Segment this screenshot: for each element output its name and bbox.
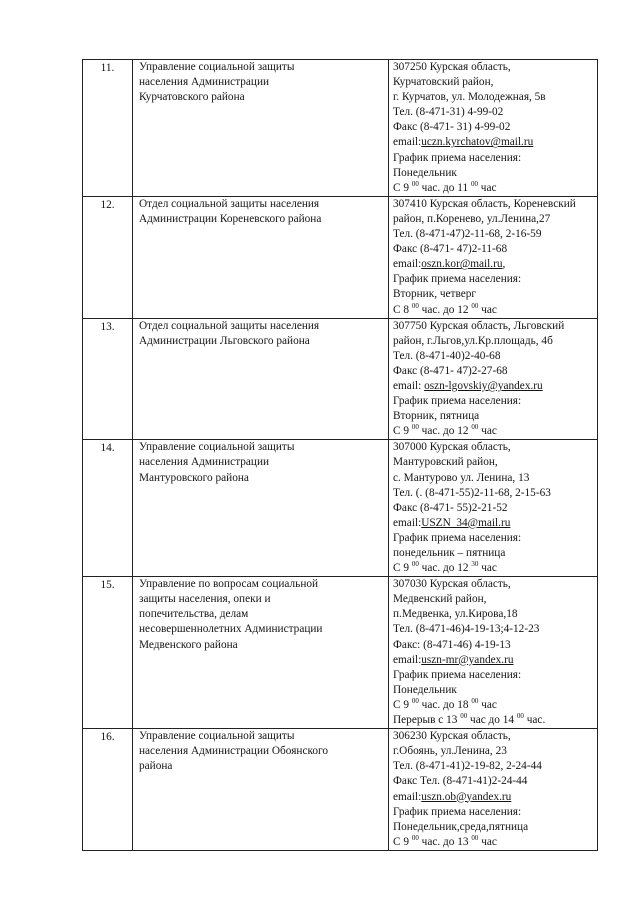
office-name-line: района xyxy=(139,760,173,773)
time-minutes: 00 xyxy=(411,560,419,569)
schedule-time xyxy=(393,698,597,713)
office-name-line: Мантуровского района xyxy=(139,471,249,484)
phone-line: Тел. (8-471-40)2-40-68 xyxy=(393,349,501,362)
office-name-line: населения Администрации xyxy=(139,456,270,469)
address-line: Мантуровский район, xyxy=(393,456,498,469)
time-text: час. до 11 xyxy=(418,181,471,194)
time-text: час. до 12 xyxy=(418,303,472,316)
office-name-cell xyxy=(133,729,389,851)
office-name-line: Управление по вопросам социальной xyxy=(139,578,319,591)
table-row xyxy=(83,729,598,851)
schedule-days: Вторник, четверг xyxy=(393,288,477,301)
schedule-days: Понедельник,среда,пятница xyxy=(393,820,529,833)
email-line xyxy=(393,379,597,394)
time-minutes: 00 xyxy=(460,712,468,721)
email-prefix: email: xyxy=(393,136,422,149)
time-text: час xyxy=(478,425,497,438)
time-minutes: 00 xyxy=(411,833,419,842)
email-line xyxy=(393,653,597,668)
schedule-days: Понедельник xyxy=(393,683,457,696)
time-minutes: 00 xyxy=(470,179,478,188)
office-name-line: защиты населения, опеки и xyxy=(139,593,271,606)
email-prefix: email: xyxy=(393,379,425,392)
email-line xyxy=(393,516,597,531)
schedule-title: График приема населения: xyxy=(393,151,522,164)
office-name-cell xyxy=(133,440,389,577)
phone-line: Тел. (. (8-471-55)2-11-68, 2-15-63 xyxy=(393,486,551,499)
row-number-cell xyxy=(83,318,133,440)
phone-line: Тел. (8-471-47)2-11-68, 2-16-59 xyxy=(393,228,542,241)
contact-info-cell xyxy=(389,318,598,440)
time-text: С 9 xyxy=(393,835,412,848)
address-line: район, г.Льгов,ул.Кр.площадь, 4б xyxy=(393,334,553,347)
time-text: С 8 xyxy=(393,303,412,316)
contact-info-cell xyxy=(389,60,598,197)
address-line: 306230 Курская область, xyxy=(393,730,511,743)
office-name-line: несовершеннолетних Администрации xyxy=(139,623,323,636)
phone-line: Тел. (8-471-46)4-19-13;4-12-23 xyxy=(393,623,540,636)
office-name-cell xyxy=(133,318,389,440)
email-suffix: , xyxy=(502,258,506,271)
schedule-title: График приема населения: xyxy=(393,668,522,681)
time-minutes: 00 xyxy=(411,423,419,432)
row-number: 11. xyxy=(100,62,115,74)
time-minutes: 00 xyxy=(411,301,419,310)
offices-table xyxy=(82,59,598,851)
email-link[interactable]: USZN_34@mail.ru xyxy=(421,516,511,529)
office-name-line: Отдел социальной защиты населения xyxy=(139,319,320,332)
office-name-line: населения Администрации Обоянского xyxy=(139,745,329,758)
time-text: час xyxy=(478,835,497,848)
time-text: С 9 xyxy=(393,698,412,711)
schedule-time xyxy=(393,424,597,439)
office-name-line: Курчатовского района xyxy=(139,91,245,104)
time-minutes: 00 xyxy=(471,423,479,432)
contact-info-cell xyxy=(389,577,598,729)
email-prefix: email: xyxy=(393,653,422,666)
fax-line: Факс: (8-471-46) 4-19-13 xyxy=(393,638,511,651)
email-prefix: email: xyxy=(393,258,422,271)
address-line: с. Мантурово ул. Ленина, 13 xyxy=(393,471,530,484)
table-row xyxy=(83,196,598,318)
email-prefix: email: xyxy=(393,790,422,803)
address-line: 307410 Курская область, Кореневский xyxy=(393,197,576,210)
address-line: Курчатовский район, xyxy=(393,76,494,89)
time-text: час. до 12 xyxy=(418,425,472,438)
email-link[interactable]: uszn-mr@yandex.ru xyxy=(421,653,514,666)
table-row xyxy=(83,318,598,440)
fax-line: Факс Тел. (8-471-41)2-24-44 xyxy=(393,775,528,788)
address-line: 307000 Курская область, xyxy=(393,441,511,454)
office-name-line: Администрации Кореневского района xyxy=(139,212,322,225)
fax-line: Факс (8-471- 55)2-21-52 xyxy=(393,501,508,514)
time-text: С 9 xyxy=(393,181,412,194)
time-text: час xyxy=(478,698,497,711)
office-name-cell xyxy=(133,577,389,729)
schedule-title: График приема населения: xyxy=(393,805,522,818)
fax-line: Факс (8-471- 47)2-27-68 xyxy=(393,364,508,377)
office-name-line: Администрации Льговского района xyxy=(139,334,310,347)
row-number: 13. xyxy=(100,320,115,333)
schedule-days: Понедельник xyxy=(393,166,457,179)
office-name-cell xyxy=(133,196,389,318)
time-text: час. до 13 xyxy=(418,835,472,848)
time-minutes: 00 xyxy=(471,696,479,705)
schedule-days: понедельник – пятница xyxy=(393,547,506,559)
office-name-line: Медвенского района xyxy=(139,638,238,651)
email-link[interactable]: oszn.kor@mail.ru xyxy=(421,258,503,271)
address-line: 307250 Курская область, xyxy=(393,61,511,73)
fax-line: Факс (8-471- 47)2-11-68 xyxy=(393,243,508,256)
office-name-line: попечительства, делам xyxy=(139,608,249,621)
row-number-cell xyxy=(83,729,133,851)
address-line: 307750 Курская область, Льговский xyxy=(393,319,565,332)
contact-info-cell xyxy=(389,440,598,577)
schedule-time xyxy=(393,181,597,196)
address-line: п.Медвенка, ул.Кирова,18 xyxy=(393,608,518,621)
phone-line: Тел. (8-471-41)2-19-82, 2-24-44 xyxy=(393,760,542,773)
schedule-days: Вторник, пятница xyxy=(393,410,480,423)
offices-table-body xyxy=(83,60,598,851)
time-minutes: 00 xyxy=(516,712,524,721)
table-row xyxy=(83,577,598,729)
email-link[interactable]: uczn.kyrchatov@mail.ru xyxy=(421,136,534,149)
time-minutes: 00 xyxy=(471,833,479,842)
office-name-line: Управление социальной защиты xyxy=(139,441,295,454)
row-number-cell xyxy=(83,196,133,318)
time-text: час xyxy=(478,303,497,316)
schedule-break xyxy=(393,713,597,728)
time-minutes: 00 xyxy=(411,696,419,705)
time-text: С 9 xyxy=(393,425,412,438)
row-number: 15. xyxy=(100,579,115,592)
time-text: Перерыв с 13 xyxy=(393,714,461,727)
email-link[interactable]: oszn-lgovskiy@yandex.ru xyxy=(424,379,543,392)
time-minutes: 00 xyxy=(411,179,419,188)
phone-line: Тел. (8-471-31) 4-99-02 xyxy=(393,106,504,119)
contact-info-cell xyxy=(389,196,598,318)
schedule-time xyxy=(393,303,597,318)
email-line xyxy=(393,257,597,272)
time-text: час. до 12 xyxy=(418,562,472,575)
time-minutes: 00 xyxy=(471,301,479,310)
address-line: г.Обоянь, ул.Ленина, 23 xyxy=(393,745,507,758)
office-name-line: Управление социальной защиты xyxy=(139,730,295,743)
time-text: час. xyxy=(523,714,546,727)
schedule-title: График приема населения: xyxy=(393,531,522,544)
email-prefix: email: xyxy=(393,516,422,529)
time-text: час xyxy=(478,562,497,575)
schedule-time xyxy=(393,561,597,576)
address-line: г. Курчатов, ул. Молодежная, 5в xyxy=(393,91,546,104)
office-name-line: населения Администрации xyxy=(139,76,270,89)
time-minutes: 30 xyxy=(471,560,479,569)
office-name-line: Отдел социальной защиты населения xyxy=(139,197,320,210)
schedule-title: График приема населения: xyxy=(393,395,522,408)
address-line: Медвенский район, xyxy=(393,593,487,606)
address-line: 307030 Курская область, xyxy=(393,578,511,591)
email-link[interactable]: uszn.ob@yandex.ru xyxy=(421,790,512,803)
table-row xyxy=(83,440,598,577)
time-text: час xyxy=(477,181,497,194)
time-text: С 9 xyxy=(393,562,412,575)
row-number-cell xyxy=(83,60,133,197)
schedule-time xyxy=(393,835,597,850)
fax-line: Факс (8-471- 31) 4-99-02 xyxy=(393,121,511,134)
contact-info-cell xyxy=(389,729,598,851)
schedule-title: График приема населения: xyxy=(393,273,522,286)
row-number: 14. xyxy=(100,442,115,455)
table-row xyxy=(83,60,598,197)
email-line xyxy=(393,790,597,805)
row-number-cell xyxy=(83,577,133,729)
row-number: 16. xyxy=(100,731,115,744)
time-text: час. до 18 xyxy=(418,698,472,711)
row-number-cell xyxy=(83,440,133,577)
office-name-line: Управление социальной защиты xyxy=(139,61,295,73)
time-text: час до 14 xyxy=(467,714,517,727)
address-line: район, п.Коренево, ул.Ленина,27 xyxy=(393,212,551,225)
office-name-cell xyxy=(133,60,389,197)
row-number: 12. xyxy=(100,198,115,211)
email-line xyxy=(393,135,597,150)
